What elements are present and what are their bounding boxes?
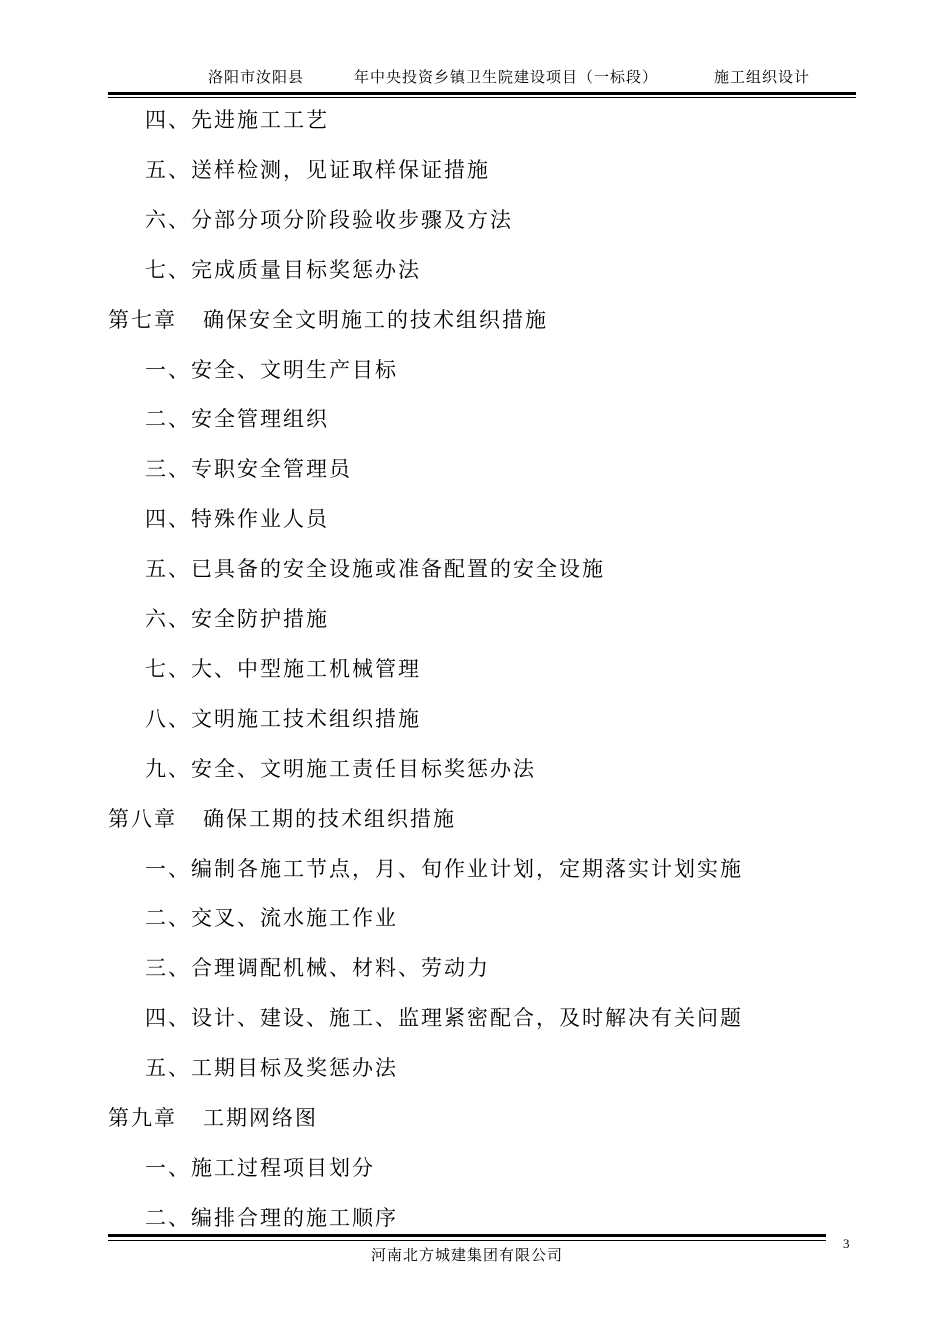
- toc-section-entry: 六、安全防护措施: [145, 607, 329, 631]
- toc-section-entry: 三、合理调配机械、材料、劳动力: [145, 956, 490, 981]
- toc-section-entry: 九、安全、文明施工责任目标奖惩办法: [145, 756, 536, 781]
- toc-section-entry: 一、施工过程项目划分: [145, 1155, 375, 1180]
- footer-rule-thin: [108, 1240, 826, 1241]
- footer-rule-thick: [108, 1234, 826, 1237]
- header-location: 洛阳市汝阳县: [208, 68, 305, 86]
- toc-section-entry: 三、专职安全管理员: [145, 457, 352, 482]
- toc-chapter-entry: [108, 302, 548, 352]
- chapter-title: 确保工期的技术组织措施: [203, 806, 456, 831]
- toc-section-entry: 五、送样检测，见证取样保证措施: [145, 157, 490, 182]
- toc-section-entry: 一、编制各施工节点，月、旬作业计划，定期落实计划实施: [145, 856, 743, 881]
- chapter-number: 第九章: [108, 1106, 177, 1130]
- header-project: 年中央投资乡镇卫生院建设项目（一标段）: [354, 68, 659, 86]
- toc-section-entry: 二、编排合理的施工顺序: [145, 1205, 398, 1230]
- footer-company: 河南北方城建集团有限公司: [370, 1246, 563, 1264]
- toc-section-entry: 一、安全、文明生产目标: [145, 357, 398, 382]
- toc-section-entry: 二、安全管理组织: [145, 407, 329, 432]
- page-header: [108, 66, 856, 88]
- page-number: 3: [843, 1236, 850, 1251]
- toc-chapter-entry: [108, 801, 456, 851]
- toc-section-entry: 四、设计、建设、施工、监理紧密配合，及时解决有关问题: [145, 1006, 743, 1031]
- chapter-number: 第八章: [108, 806, 177, 831]
- toc-section-entry: 六、分部分项分阶段验收步骤及方法: [145, 207, 513, 232]
- chapter-title: 确保安全文明施工的技术组织措施: [203, 307, 548, 332]
- toc-section-entry: 五、工期目标及奖惩办法: [145, 1056, 398, 1081]
- chapter-number: 第七章: [108, 307, 177, 332]
- toc-section-entry: 四、先进施工工艺: [145, 108, 329, 132]
- toc-chapter-entry: [108, 1100, 318, 1150]
- toc-section-entry: 四、特殊作业人员: [145, 507, 329, 532]
- header-doc-type: 施工组织设计: [714, 68, 811, 86]
- toc-section-entry: 七、完成质量目标奖惩办法: [145, 257, 421, 282]
- header-rule-thin: [108, 97, 856, 98]
- toc-section-entry: 八、文明施工技术组织措施: [145, 706, 421, 731]
- toc-section-entry: 二、交叉、流水施工作业: [145, 906, 398, 931]
- toc-section-entry: 七、大、中型施工机械管理: [145, 656, 421, 681]
- header-rule-thick: [108, 92, 856, 95]
- chapter-title: 工期网络图: [203, 1106, 318, 1130]
- toc-section-entry: 五、已具备的安全设施或准备配置的安全设施: [145, 557, 605, 582]
